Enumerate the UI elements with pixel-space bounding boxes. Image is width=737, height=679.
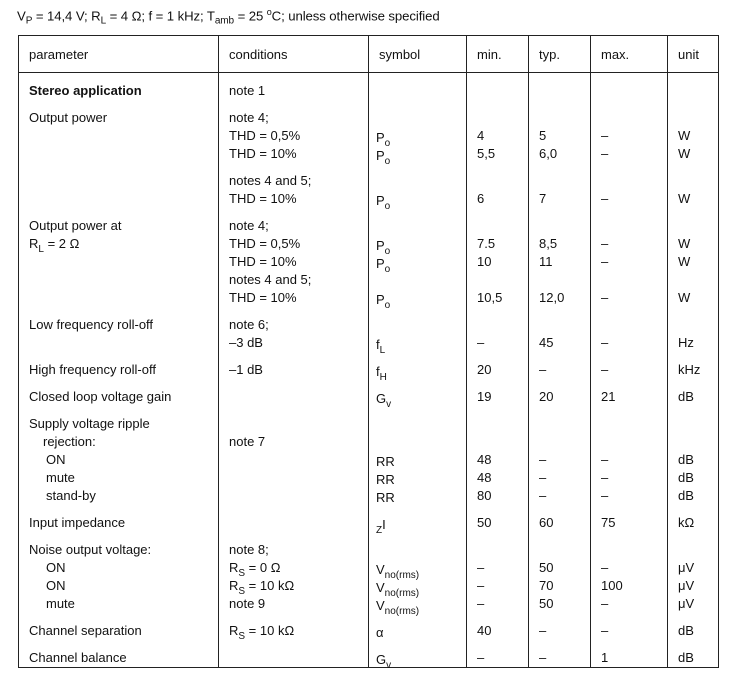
cell-line	[477, 316, 528, 334]
cell-line: –	[539, 488, 547, 503]
cell-line	[229, 514, 368, 532]
col-parameter: parameter	[19, 36, 219, 73]
conditions-cell	[219, 208, 369, 307]
cell-line: –	[539, 623, 547, 638]
cell-line: W	[678, 146, 691, 161]
cell-line	[477, 82, 528, 100]
cell-line: Closed loop voltage gain	[29, 389, 172, 404]
cell-line: $f_H$	[376, 364, 387, 383]
cell-line: $V_{no(rms)}$	[376, 562, 420, 581]
cell-line: rejection:	[43, 434, 96, 449]
max-cell	[591, 208, 668, 307]
cell-line: note 7	[229, 434, 266, 449]
unit-cell	[668, 208, 719, 307]
max-cell	[591, 307, 668, 352]
cell-line	[477, 271, 528, 289]
cell-line: 5	[539, 128, 547, 143]
cell-line	[477, 433, 528, 451]
conditions-cell	[219, 613, 369, 640]
cell-line: $V_{no(rms)}$	[376, 580, 420, 599]
conditions-cell	[219, 406, 369, 505]
cell-line: 20	[477, 362, 492, 377]
unit-cell	[668, 379, 719, 406]
cell-line: –	[601, 560, 609, 575]
cell-line	[477, 109, 528, 127]
max-cell	[591, 613, 668, 640]
cell-line: RR	[376, 472, 395, 487]
cell-line: THD = 10%	[229, 290, 297, 305]
cell-line: –	[601, 335, 609, 350]
cell-line	[229, 649, 368, 667]
cell-line: W	[678, 236, 691, 251]
cell-line: –	[539, 650, 547, 665]
cell-line	[539, 217, 590, 235]
cell-line: –	[601, 236, 609, 251]
cell-line: stand-by	[46, 488, 96, 503]
cell-line: 50	[539, 560, 554, 575]
cell-line: kΩ	[678, 515, 695, 530]
cell-line: 48	[477, 470, 492, 485]
cell-line: –	[601, 362, 609, 377]
cell-line: $R_S = 0$ Ω	[229, 560, 281, 579]
param-cell	[19, 208, 219, 307]
min-cell	[467, 163, 529, 208]
cell-line	[539, 541, 590, 559]
cell-line	[376, 433, 466, 451]
typ-cell	[529, 100, 591, 163]
cell-line	[601, 271, 667, 289]
cell-line: $G_v$	[376, 391, 392, 410]
conditions-line: $V_P = 14,4$ V; $R_L = 4$ Ω; f = 1 kHz; $T_{amb} = 25$ $^o$C; unless otherwise specified	[17, 7, 440, 27]
cell-line: –	[477, 650, 485, 665]
symbol-cell	[369, 208, 467, 311]
header-row	[19, 36, 719, 73]
cell-line: –3 dB	[229, 335, 263, 350]
cell-line	[601, 433, 667, 451]
cell-line	[229, 451, 368, 469]
unit-cell	[668, 163, 719, 208]
cell-line: $f_L$	[376, 337, 386, 356]
col-typ: typ.	[529, 36, 591, 73]
cell-line	[376, 541, 466, 559]
cell-line: THD = 10%	[229, 191, 297, 206]
cell-line: Channel separation	[29, 623, 142, 638]
cell-line	[601, 316, 667, 334]
cell-line: dB	[678, 650, 694, 665]
cell-line: notes 4 and 5;	[229, 272, 312, 287]
cell-line: –	[601, 452, 609, 467]
cell-line	[678, 172, 718, 190]
cell-line	[678, 109, 718, 127]
cell-line	[29, 271, 218, 289]
cell-line	[539, 109, 590, 127]
cell-line	[539, 316, 590, 334]
max-cell	[591, 379, 668, 406]
cell-line	[29, 334, 218, 352]
cell-line: note 6;	[229, 317, 269, 332]
param-cell	[19, 613, 219, 640]
symbol-cell	[369, 307, 467, 356]
cell-line: 7.5	[477, 236, 496, 251]
cell-line: 100	[601, 578, 623, 593]
cell-line	[29, 253, 218, 271]
cell-line: 75	[601, 515, 616, 530]
cell-line: dB	[678, 389, 694, 404]
cell-line: 7	[539, 191, 547, 206]
cell-line	[376, 109, 466, 127]
symbol-cell	[369, 505, 467, 536]
cell-line: W	[678, 191, 691, 206]
table-row	[19, 352, 719, 379]
cell-line: –	[601, 623, 609, 638]
min-cell	[467, 352, 529, 379]
cell-line	[678, 316, 718, 334]
symbol-cell	[369, 379, 467, 410]
cell-line	[678, 217, 718, 235]
conditions-cell	[219, 379, 369, 406]
cell-line: mute	[46, 470, 75, 485]
cell-line: 50	[539, 596, 554, 611]
cell-line	[539, 271, 590, 289]
cell-line	[477, 541, 528, 559]
cell-line	[601, 109, 667, 127]
table-row	[19, 73, 719, 101]
conditions-cell	[219, 505, 369, 532]
cell-line: $R_S = 10$ kΩ	[229, 623, 295, 642]
cell-line	[477, 217, 528, 235]
cell-line	[601, 415, 667, 433]
cell-line: THD = 10%	[229, 254, 297, 269]
min-cell	[467, 640, 529, 668]
unit-cell	[668, 532, 719, 613]
cell-line: –	[601, 128, 609, 143]
symbol-cell	[369, 406, 467, 505]
symbol-cell	[369, 352, 467, 383]
cell-line: 20	[539, 389, 554, 404]
symbol-cell	[369, 163, 467, 212]
cell-line: 11	[539, 254, 553, 269]
param-cell	[19, 532, 219, 613]
param-cell	[19, 163, 219, 208]
cell-line	[29, 289, 218, 307]
col-symbol: symbol	[369, 36, 467, 73]
cell-line	[29, 172, 218, 190]
cell-line: –	[477, 335, 485, 350]
table-row	[19, 406, 719, 505]
cell-line: Output power	[29, 110, 108, 125]
cell-line: α	[376, 625, 384, 640]
table-row	[19, 307, 719, 352]
cell-line: –	[477, 578, 485, 593]
cell-line: notes 4 and 5;	[229, 173, 312, 188]
typ-cell	[529, 73, 591, 101]
symbol-cell	[369, 613, 467, 640]
max-cell	[591, 532, 668, 613]
cell-line: –	[477, 560, 485, 575]
table-row	[19, 100, 719, 163]
table-row	[19, 379, 719, 406]
cell-line: Low frequency roll-off	[29, 317, 154, 332]
col-min: min.	[467, 36, 529, 73]
cell-line: $P_o$	[376, 292, 391, 311]
conditions-cell	[219, 163, 369, 208]
cell-line	[601, 217, 667, 235]
cell-line: Channel balance	[29, 650, 127, 665]
cell-line: W	[678, 290, 691, 305]
unit-cell	[668, 352, 719, 379]
cell-line	[376, 172, 466, 190]
max-cell	[591, 640, 668, 668]
max-cell	[591, 406, 668, 505]
cell-line: –	[601, 596, 609, 611]
typ-cell	[529, 640, 591, 668]
col-unit: unit	[668, 36, 719, 73]
cell-line: THD = 0,5%	[229, 236, 301, 251]
cell-line: W	[678, 254, 691, 269]
param-cell	[19, 307, 219, 352]
cell-line	[477, 415, 528, 433]
cell-line: 10	[477, 254, 492, 269]
cell-line: note 9	[229, 596, 266, 611]
conditions-cell	[219, 307, 369, 352]
cell-line: THD = 10%	[229, 146, 297, 161]
cell-line	[539, 82, 590, 100]
cell-line: mute	[46, 596, 75, 611]
symbol-cell	[369, 640, 467, 671]
unit-cell	[668, 73, 719, 101]
cell-line: $R_S = 10$ kΩ	[229, 578, 295, 597]
cell-line: $P_o$	[376, 130, 391, 149]
cell-line: $P_o$	[376, 256, 391, 275]
symbol-cell	[369, 100, 467, 167]
cell-line: ON	[46, 578, 66, 593]
spec-body	[19, 73, 719, 671]
cell-line	[229, 388, 368, 406]
cell-line: –	[539, 452, 547, 467]
cell-line: –	[601, 488, 609, 503]
cell-line	[229, 415, 368, 433]
cell-line	[601, 172, 667, 190]
param-cell	[19, 73, 219, 101]
cell-line: μV	[678, 578, 695, 593]
cell-line: THD = 0,5%	[229, 128, 301, 143]
cell-line	[678, 433, 718, 451]
cell-line: –	[601, 146, 609, 161]
max-cell	[591, 163, 668, 208]
cell-line: 60	[539, 515, 554, 530]
min-cell	[467, 73, 529, 101]
cell-line	[376, 415, 466, 433]
cell-line	[376, 82, 466, 100]
min-cell	[467, 208, 529, 307]
cell-line	[678, 82, 718, 100]
min-cell	[467, 613, 529, 640]
cell-line: 80	[477, 488, 492, 503]
table-row	[19, 613, 719, 640]
cell-line: $_Z$I	[376, 517, 386, 536]
cell-line: 5,5	[477, 146, 496, 161]
unit-cell	[668, 505, 719, 532]
typ-cell	[529, 532, 591, 613]
cell-line: $V_{no(rms)}$	[376, 598, 420, 617]
cell-line: RR	[376, 454, 395, 469]
cell-line	[678, 271, 718, 289]
cell-line: –	[601, 191, 609, 206]
typ-cell	[529, 163, 591, 208]
cell-line	[477, 172, 528, 190]
cell-line: 70	[539, 578, 554, 593]
cell-line: 6	[477, 191, 485, 206]
param-cell	[19, 352, 219, 379]
cell-line	[678, 541, 718, 559]
cell-line: μV	[678, 596, 695, 611]
cell-line: 6,0	[539, 146, 558, 161]
table-row	[19, 163, 719, 208]
cell-line: note 4;	[229, 218, 269, 233]
max-cell	[591, 73, 668, 101]
cell-line: 10,5	[477, 290, 503, 305]
typ-cell	[529, 352, 591, 379]
cell-line: 19	[477, 389, 492, 404]
cell-line: –	[539, 362, 547, 377]
cell-line	[601, 82, 667, 100]
unit-cell	[668, 307, 719, 352]
cell-line: Noise output voltage:	[29, 542, 152, 557]
min-cell	[467, 406, 529, 505]
cell-line	[376, 217, 466, 235]
cell-line: –1 dB	[229, 362, 263, 377]
cell-line: 45	[539, 335, 554, 350]
table-row	[19, 640, 719, 668]
max-cell	[591, 100, 668, 163]
spec-table	[18, 35, 719, 671]
conditions-cell	[219, 73, 369, 101]
cell-line: dB	[678, 470, 694, 485]
col-max: max.	[591, 36, 668, 73]
param-cell	[19, 406, 219, 505]
cell-line: 50	[477, 515, 492, 530]
conditions-cell	[219, 532, 369, 613]
cell-line: Hz	[678, 335, 694, 350]
cell-line: dB	[678, 623, 694, 638]
cell-line: $G_v$	[376, 652, 392, 671]
cell-line: ON	[46, 452, 66, 467]
unit-cell	[668, 406, 719, 505]
conditions-cell	[219, 640, 369, 668]
cell-line	[29, 145, 218, 163]
typ-cell	[529, 613, 591, 640]
cell-line	[539, 415, 590, 433]
cell-line: –	[477, 596, 485, 611]
table-row	[19, 208, 719, 307]
cell-line: –	[601, 290, 609, 305]
cell-line: 21	[601, 389, 616, 404]
cell-line	[601, 541, 667, 559]
typ-cell	[529, 505, 591, 532]
typ-cell	[529, 406, 591, 505]
cell-line: dB	[678, 488, 694, 503]
cell-line: 48	[477, 452, 492, 467]
table-row	[19, 532, 719, 613]
cell-line: note 1	[229, 83, 266, 98]
cell-line: 4	[477, 128, 485, 143]
cell-line: Output power at	[29, 218, 122, 233]
cell-line: –	[601, 254, 609, 269]
max-cell	[591, 352, 668, 379]
typ-cell	[529, 379, 591, 406]
cell-line: dB	[678, 452, 694, 467]
cell-line	[678, 415, 718, 433]
cell-line: Supply voltage ripple	[29, 416, 150, 431]
cell-line	[229, 469, 368, 487]
conditions-cell	[219, 352, 369, 379]
max-cell	[591, 505, 668, 532]
cell-line: ON	[46, 560, 66, 575]
cell-line: –	[539, 470, 547, 485]
typ-cell	[529, 307, 591, 352]
symbol-cell	[369, 73, 467, 101]
table-row	[19, 505, 719, 532]
symbol-cell	[369, 532, 467, 617]
cell-line: –	[601, 470, 609, 485]
conditions-cell	[219, 100, 369, 163]
cell-line: RR	[376, 490, 395, 505]
cell-line	[229, 487, 368, 505]
cell-line: $P_o$	[376, 148, 391, 167]
cell-line	[29, 190, 218, 208]
param-cell	[19, 505, 219, 532]
cell-line: μV	[678, 560, 695, 575]
unit-cell	[668, 613, 719, 640]
cell-line	[376, 316, 466, 334]
col-conditions: conditions	[219, 36, 369, 73]
param-cell	[19, 100, 219, 163]
min-cell	[467, 505, 529, 532]
cell-line: note 4;	[229, 110, 269, 125]
cell-line: $R_L = 2$ Ω	[29, 236, 80, 255]
min-cell	[467, 100, 529, 163]
cell-line: 40	[477, 623, 492, 638]
cell-line	[539, 172, 590, 190]
cell-line: note 8;	[229, 542, 269, 557]
cell-line: Stereo application	[29, 83, 142, 98]
unit-cell	[668, 640, 719, 668]
cell-line: Input impedance	[29, 515, 126, 530]
min-cell	[467, 532, 529, 613]
cell-line	[29, 127, 218, 145]
cell-line: kHz	[678, 362, 701, 377]
cell-line: $P_o$	[376, 193, 391, 212]
cell-line: $P_o$	[376, 238, 391, 257]
cell-line	[539, 433, 590, 451]
unit-cell	[668, 100, 719, 163]
cell-line: 1	[601, 650, 609, 665]
cell-line: High frequency roll-off	[29, 362, 156, 377]
typ-cell	[529, 208, 591, 307]
cell-line: 8,5	[539, 236, 558, 251]
param-cell	[19, 379, 219, 406]
min-cell	[467, 307, 529, 352]
cell-line: W	[678, 128, 691, 143]
param-cell	[19, 640, 219, 668]
min-cell	[467, 379, 529, 406]
cell-line: 12,0	[539, 290, 565, 305]
